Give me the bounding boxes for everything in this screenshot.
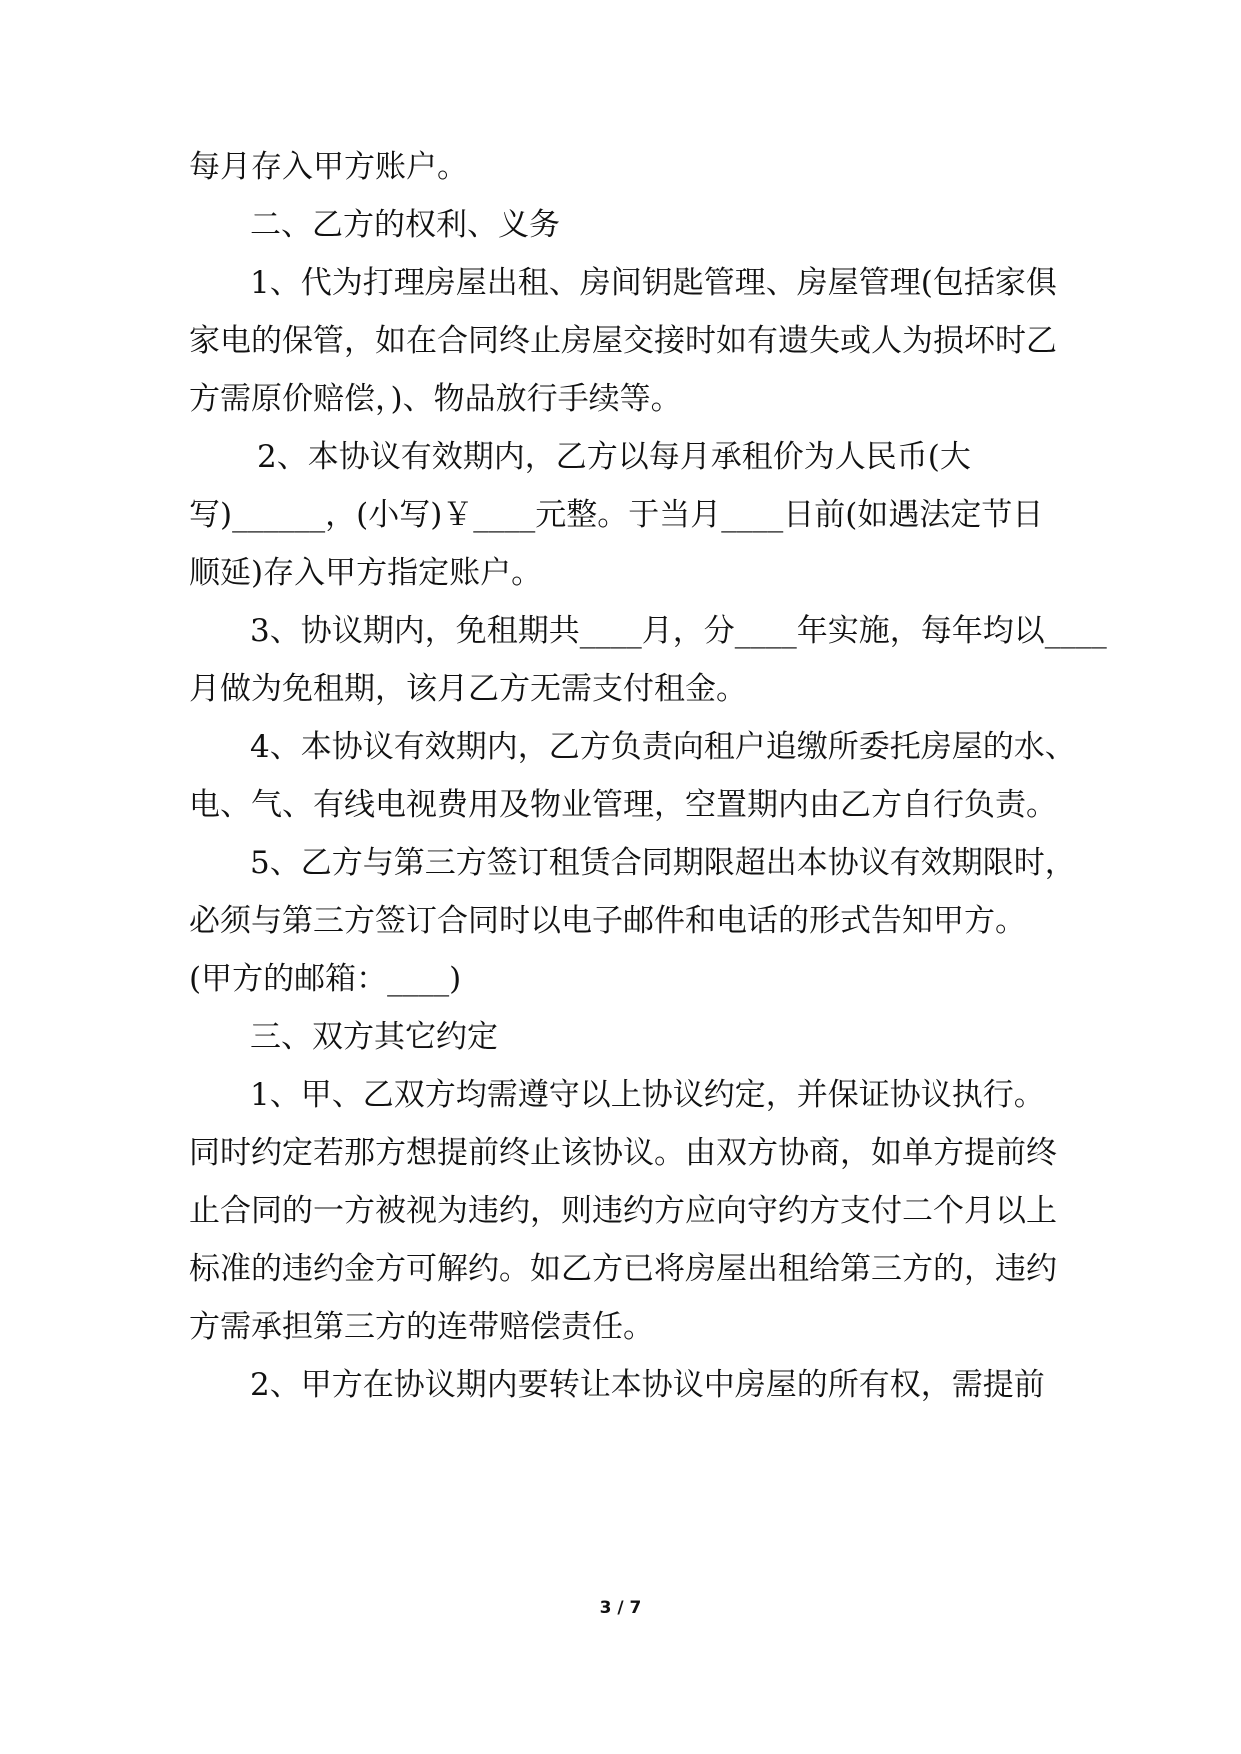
text-line: 家电的保管，如在合同终止房屋交接时如有遗失或人为损坏时乙 [189, 323, 1057, 359]
text-line: 每月存入甲方账户。 [189, 149, 468, 185]
text-line: 2、本协议有效期内，乙方以每月承租价为人民币(大 [257, 439, 971, 475]
text-line: 方需原价赔偿，)、物品放行手续等。 [189, 381, 682, 417]
section-heading: 三、双方其它约定 [250, 1019, 498, 1055]
text-line: 5、乙方与第三方签订租赁合同期限超出本协议有效期限时， [250, 845, 1076, 881]
text-line: 2、甲方在协议期内要转让本协议中房屋的所有权，需提前 [250, 1367, 1045, 1403]
text-line: 电、气、有线电视费用及物业管理，空置期内由乙方自行负责。 [189, 787, 1057, 823]
text-line: 3、协议期内，免租期共____月，分____年实施，每年均以____ [250, 613, 1107, 649]
text-line: 必须与第三方签订合同时以电子邮件和电话的形式告知甲方。 [189, 903, 1026, 939]
text-line: 1、代为打理房屋出租、房间钥匙管理、房屋管理(包括家俱 [250, 265, 1057, 301]
text-line: 止合同的一方被视为违约，则违约方应向守约方支付二个月以上 [189, 1193, 1057, 1229]
text-line: 4、本协议有效期内，乙方负责向租户追缴所委托房屋的水、 [250, 729, 1076, 765]
text-line: 同时约定若那方想提前终止该协议。由双方协商，如单方提前终 [189, 1135, 1057, 1171]
section-heading: 二、乙方的权利、义务 [250, 207, 560, 243]
text-line: 1、甲、乙双方均需遵守以上协议约定，并保证协议执行。 [250, 1077, 1045, 1113]
text-line: 月做为免租期，该月乙方无需支付租金。 [189, 671, 747, 707]
text-line: 标准的违约金方可解约。如乙方已将房屋出租给第三方的，违约 [189, 1251, 1057, 1287]
text-line: (甲方的邮箱：____) [189, 961, 462, 997]
text-line: 方需承担第三方的连带赔偿责任。 [189, 1309, 654, 1345]
page-number: 3 / 7 [599, 1598, 642, 1618]
text-line: 写)______，(小写)￥____元整。于当月____日前(如遇法定节日 [189, 497, 1044, 533]
text-line: 顺延)存入甲方指定账户。 [189, 555, 543, 591]
